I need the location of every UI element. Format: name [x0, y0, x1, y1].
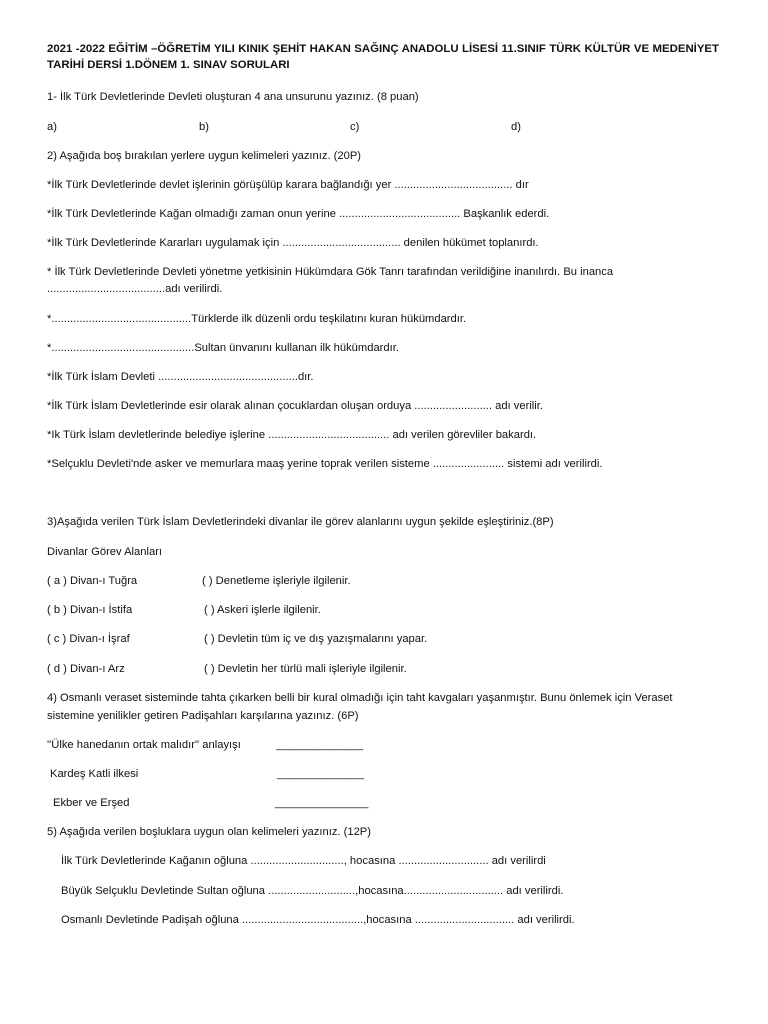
q2-item-4: * İlk Türk Devletlerinde Devleti yönetme yetkisinin Hükümdara Gök Tanrı tarafından verildiğine inanılırdı. Bu inanca	[47, 266, 614, 278]
question-1: 1- İlk Türk Devletlerinde Devleti oluşturan 4 ana unsurunu yazınız. (8 puan)	[47, 91, 419, 103]
question-3: 3)Aşağıda verilen Türk İslam Devletlerindeki divanlar ile görev alanlarını uygun şekilde eşleştiriniz.(8P)	[47, 516, 554, 528]
q5-item-2: Büyük Selçuklu Devletinde Sultan oğluna ............................,hocasına................................ adı verilirdi.	[61, 885, 564, 897]
q4-blank-1: ______________	[276, 739, 364, 751]
q3-divan-a: ( a ) Divan-ı Tuğra	[47, 575, 138, 587]
q1-option-a: a)	[47, 121, 57, 133]
q3-divan-b: ( b ) Divan-ı İstifa	[47, 604, 133, 616]
q3-task-4: ( ) Devletin her türlü mali işleriyle ilgilenir.	[204, 663, 407, 675]
q4-blank-2: ______________	[277, 768, 365, 780]
exam-title-line-2: TARİHİ DERSİ 1.DÖNEM 1. SINAV SORULARI	[47, 59, 290, 71]
q1-option-c: c)	[350, 121, 360, 133]
q2-item-8: *İlk Türk İslam Devletlerinde esir olarak alınan çocuklardan oluşan orduya ......................... adı verilir.	[47, 400, 543, 412]
exam-title-line-1: 2021 -2022 EĞİTİM –ÖĞRETİM YILI KINIK ŞEHİT HAKAN SAĞINÇ ANADOLU LİSESİ 11.SINIF TÜRK KÜLTÜR VE MEDENİYET	[47, 43, 719, 55]
q3-subheader: Divanlar Görev Alanları	[47, 546, 163, 558]
question-5: 5) Aşağıda verilen boşluklara uygun olan kelimeleri yazınız. (12P)	[47, 826, 371, 838]
q3-task-2: ( ) Askeri işlerle ilgilenir.	[204, 604, 321, 616]
q2-item-2: *İlk Türk Devletlerinde Kağan olmadığı zaman onun yerine ....................................... Başkanlık ederdi.	[47, 208, 550, 220]
q5-item-1: İlk Türk Devletlerinde Kağanın oğluna .............................., hocasına ............................. adı verilirdi	[61, 855, 546, 867]
q1-option-b: b)	[199, 121, 209, 133]
question-4-line-2: sistemine yenilikler getiren Padişahları karşılarına yazınız. (6P)	[47, 710, 359, 722]
q2-item-10: *Selçuklu Devleti'nde asker ve memurlara maaş yerine toprak verilen sisteme ....................... sistemi adı verilirdi.	[47, 458, 603, 470]
question-2: 2) Aşağıda boş bırakılan yerlere uygun kelimeleri yazınız. (20P)	[47, 150, 362, 162]
q2-item-5: *.............................................Türklerde ilk düzenli ordu teşkilatını kuran hükümdardır.	[47, 313, 467, 325]
q2-item-7: *İlk Türk İslam Devleti .............................................dır.	[47, 371, 314, 383]
q3-task-1: ( ) Denetleme işleriyle ilgilenir.	[202, 575, 351, 587]
q2-item-9: *Ik Türk İslam devletlerinde belediye işlerine ....................................... adı verilen görevliler bakardı.	[47, 429, 537, 441]
exam-title	[47, 41, 719, 73]
q3-divan-d: ( d ) Divan-ı Arz	[47, 663, 125, 675]
q3-task-3: ( ) Devletin tüm iç ve dış yazışmalarını yapar.	[204, 633, 428, 645]
q3-divan-c: ( c ) Divan-ı İşraf	[47, 633, 130, 645]
q4-item-1: ''Ülke hanedanın ortak malıdır'' anlayışı	[47, 739, 241, 751]
q5-item-3: Osmanlı Devletinde Padişah oğluna .......................................,hocasına ................................ adı verilirdi.	[61, 914, 575, 926]
q4-item-2: Kardeş Katli ilkesi	[50, 768, 139, 780]
q2-item-1: *İlk Türk Devletlerinde devlet işlerinin görüşülüp karara bağlandığı yer ...................................... dır	[47, 179, 529, 191]
q4-blank-3: _______________	[275, 797, 369, 809]
q2-item-3: *İlk Türk Devletlerinde Kararları uygulamak için ...................................... denilen hükümet toplanırdı.	[47, 237, 539, 249]
q2-item-6: *..............................................Sultan ünvanını kullanan ilk hükümdardır.	[47, 342, 399, 354]
q1-option-d: d)	[511, 121, 521, 133]
q4-item-3: Ekber ve Erşed	[53, 797, 130, 809]
question-4-line-1: 4) Osmanlı veraset sisteminde tahta çıkarken belli bir kural olmadığı için taht kavgaları yaşanmıştır. Bunu önlemek için Veraset	[47, 692, 673, 704]
q2-item-4-cont: ......................................adı verilirdi.	[47, 283, 223, 295]
